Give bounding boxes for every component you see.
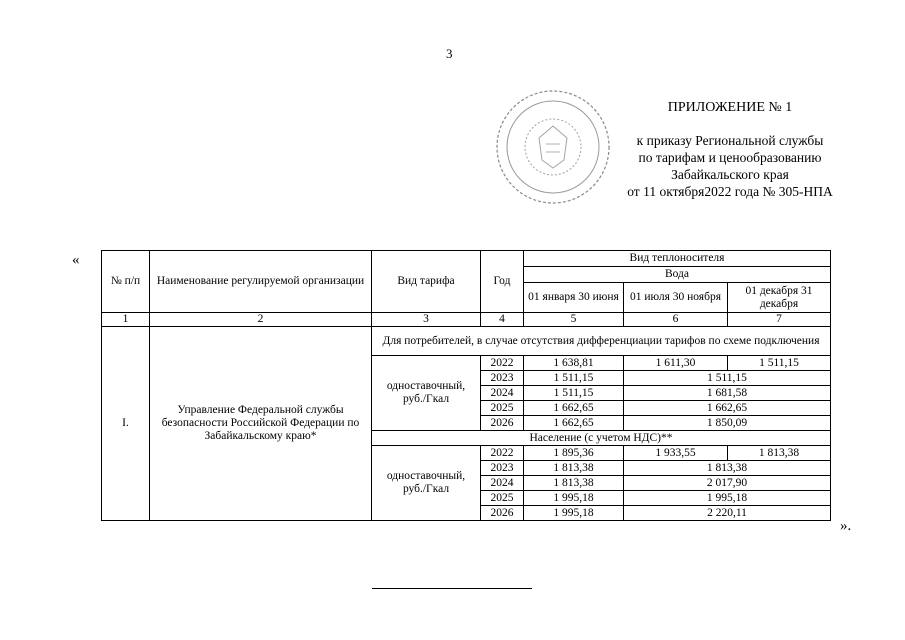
header-period-3: 01 декабря 31 декабря (728, 283, 831, 313)
header-num: № п/п (102, 251, 150, 313)
value-cell: 1 813,38 (728, 446, 831, 461)
value-cell: 1 813,38 (524, 461, 624, 476)
official-seal (494, 88, 612, 206)
col-number: 5 (524, 313, 624, 327)
value-cell: 1 813,38 (524, 476, 624, 491)
year-cell: 2023 (481, 371, 524, 386)
col-number: 3 (372, 313, 481, 327)
appendix-line: по тарифам и ценообразованию (638, 150, 822, 165)
year-cell: 2022 (481, 446, 524, 461)
header-tariff-type: Вид тарифа (372, 251, 481, 313)
year-cell: 2022 (481, 356, 524, 371)
footnote-divider (372, 588, 532, 589)
year-cell: 2024 (481, 476, 524, 491)
col-number: 6 (624, 313, 728, 327)
tariff-type-cell: одноставочный, руб./Гкал (372, 356, 481, 431)
value-cell: 1 850,09 (624, 416, 831, 431)
year-cell: 2026 (481, 506, 524, 521)
page-number: 3 (446, 46, 453, 61)
value-cell: 1 995,18 (524, 491, 624, 506)
header-period-2: 01 июля 30 ноября (624, 283, 728, 313)
value-cell: 1 995,18 (524, 506, 624, 521)
col-number: 4 (481, 313, 524, 327)
year-cell: 2025 (481, 401, 524, 416)
col-number: 2 (150, 313, 372, 327)
col-number: 7 (728, 313, 831, 327)
value-cell: 1 611,30 (624, 356, 728, 371)
section-title: Для потребителей, в случае отсутствия дифференциации тарифов по схеме подключения (372, 327, 831, 356)
header-period-1: 01 января 30 июня (524, 283, 624, 313)
appendix-line: к приказу Региональной службы (636, 133, 824, 148)
tariff-table (101, 250, 831, 521)
header-year: Год (481, 251, 524, 313)
value-cell: 1 511,15 (728, 356, 831, 371)
tariff-type-cell: одноставочный, руб./Гкал (372, 446, 481, 521)
value-cell: 1 813,38 (624, 461, 831, 476)
value-cell: 1 662,65 (524, 416, 624, 431)
closing-quote: ». (840, 518, 852, 534)
opening-quote: « (72, 252, 80, 268)
col-number: 1 (102, 313, 150, 327)
section-title: Население (с учетом НДС)** (372, 431, 831, 446)
value-cell: 1 933,55 (624, 446, 728, 461)
year-cell: 2026 (481, 416, 524, 431)
year-cell: 2023 (481, 461, 524, 476)
value-cell: 1 511,15 (524, 371, 624, 386)
value-cell: 1 895,36 (524, 446, 624, 461)
value-cell: 1 638,81 (524, 356, 624, 371)
value-cell: 1 662,65 (524, 401, 624, 416)
value-cell: 1 995,18 (624, 491, 831, 506)
value-cell: 2 220,11 (624, 506, 831, 521)
header-water: Вода (524, 267, 831, 283)
row-number: I. (102, 327, 150, 521)
value-cell: 2 017,90 (624, 476, 831, 491)
value-cell: 1 662,65 (624, 401, 831, 416)
header-org: Наименование регулируемой организации (150, 251, 372, 313)
value-cell: 1 511,15 (524, 386, 624, 401)
organization-name: Управление Федеральной службы безопасности Российской Федерации по Забайкальскому краю* (150, 327, 372, 521)
header-carrier: Вид теплоносителя (524, 251, 831, 267)
appendix-header (600, 100, 860, 200)
appendix-line: Забайкальского края (671, 167, 789, 182)
value-cell: 1 511,15 (624, 371, 831, 386)
year-cell: 2025 (481, 491, 524, 506)
value-cell: 1 681,58 (624, 386, 831, 401)
appendix-title: ПРИЛОЖЕНИЕ № 1 (667, 100, 793, 115)
year-cell: 2024 (481, 386, 524, 401)
appendix-line: от 11 октября2022 года № 305-НПА (627, 184, 833, 199)
